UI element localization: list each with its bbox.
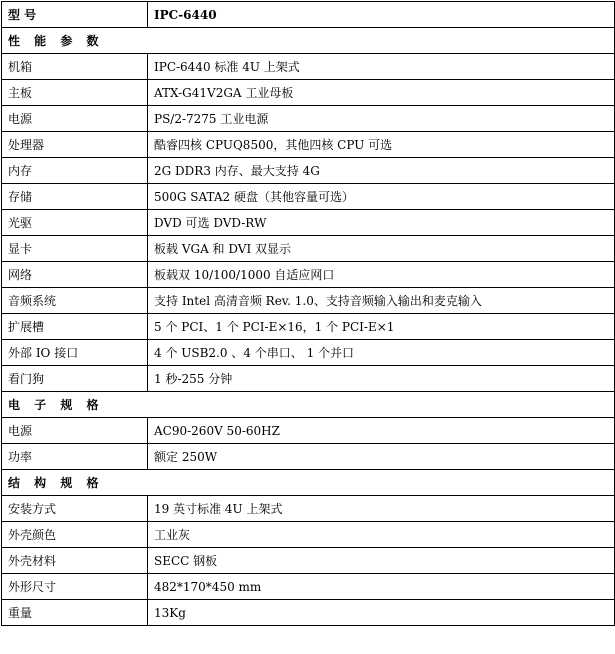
spec-label: 主板 (2, 80, 148, 106)
section-title: 性 能 参 数 (2, 28, 615, 54)
spec-label: 外壳材料 (2, 548, 148, 574)
spec-row (2, 574, 615, 600)
spec-row (2, 366, 615, 392)
spec-value: 2G DDR3 内存、最大支持 4G (148, 158, 615, 184)
spec-value: 额定 250W (148, 444, 615, 470)
spec-label: 扩展槽 (2, 314, 148, 340)
spec-value: AC90-260V 50-60HZ (148, 418, 615, 444)
spec-value: 482*170*450 mm (148, 574, 615, 600)
spec-label: 网络 (2, 262, 148, 288)
spec-value: 板载 VGA 和 DVI 双显示 (148, 236, 615, 262)
spec-row (2, 418, 615, 444)
spec-row (2, 158, 615, 184)
spec-row (2, 262, 615, 288)
spec-value: 500G SATA2 硬盘（其他容量可选） (148, 184, 615, 210)
spec-row (2, 548, 615, 574)
spec-row (2, 236, 615, 262)
spec-label: 功率 (2, 444, 148, 470)
section-header-row (2, 470, 615, 496)
spec-label: 内存 (2, 158, 148, 184)
spec-row (2, 522, 615, 548)
spec-label: 音频系统 (2, 288, 148, 314)
spec-value: 支持 Intel 高清音频 Rev. 1.0、支持音频输入输出和麦克输入 (148, 288, 615, 314)
spec-value: ATX-G41V2GA 工业母板 (148, 80, 615, 106)
spec-value: 19 英寸标准 4U 上架式 (148, 496, 615, 522)
spec-label: 外壳颜色 (2, 522, 148, 548)
spec-value: 酷睿四核 CPUQ8500，其他四核 CPU 可选 (148, 132, 615, 158)
spec-value: 4 个 USB2.0 、4 个串口、 1 个并口 (148, 340, 615, 366)
spec-row (2, 340, 615, 366)
spec-row (2, 80, 615, 106)
spec-row (2, 54, 615, 80)
model-value: IPC-6440 (148, 2, 615, 28)
section-title: 电 子 规 格 (2, 392, 615, 418)
spec-label: 显卡 (2, 236, 148, 262)
spec-value: SECC 钢板 (148, 548, 615, 574)
spec-label: 光驱 (2, 210, 148, 236)
spec-row (2, 184, 615, 210)
spec-label: 存储 (2, 184, 148, 210)
spec-table (1, 1, 615, 626)
model-label: 型 号 (2, 2, 148, 28)
spec-value: DVD 可选 DVD-RW (148, 210, 615, 236)
spec-value: 1 秒-255 分钟 (148, 366, 615, 392)
spec-table-body (2, 2, 615, 626)
spec-row (2, 288, 615, 314)
spec-label: 外部 IO 接口 (2, 340, 148, 366)
spec-value: 板载双 10/100/1000 自适应网口 (148, 262, 615, 288)
spec-label: 机箱 (2, 54, 148, 80)
spec-label: 看门狗 (2, 366, 148, 392)
section-title: 结 构 规 格 (2, 470, 615, 496)
spec-label: 电源 (2, 106, 148, 132)
spec-row (2, 132, 615, 158)
spec-label: 电源 (2, 418, 148, 444)
spec-row (2, 314, 615, 340)
spec-label: 外形尺寸 (2, 574, 148, 600)
spec-label: 处理器 (2, 132, 148, 158)
spec-value: 13Kg (148, 600, 615, 626)
spec-label: 安装方式 (2, 496, 148, 522)
section-header-row (2, 28, 615, 54)
spec-value: 工业灰 (148, 522, 615, 548)
spec-value: 5 个 PCI、1 个 PCI-E×16，1 个 PCI-E×1 (148, 314, 615, 340)
spec-row (2, 444, 615, 470)
spec-value: PS/2-7275 工业电源 (148, 106, 615, 132)
spec-label: 重量 (2, 600, 148, 626)
spec-row (2, 210, 615, 236)
spec-row (2, 600, 615, 626)
spec-row (2, 496, 615, 522)
section-header-row (2, 392, 615, 418)
model-row (2, 2, 615, 28)
spec-value: IPC-6440 标准 4U 上架式 (148, 54, 615, 80)
spec-row (2, 106, 615, 132)
